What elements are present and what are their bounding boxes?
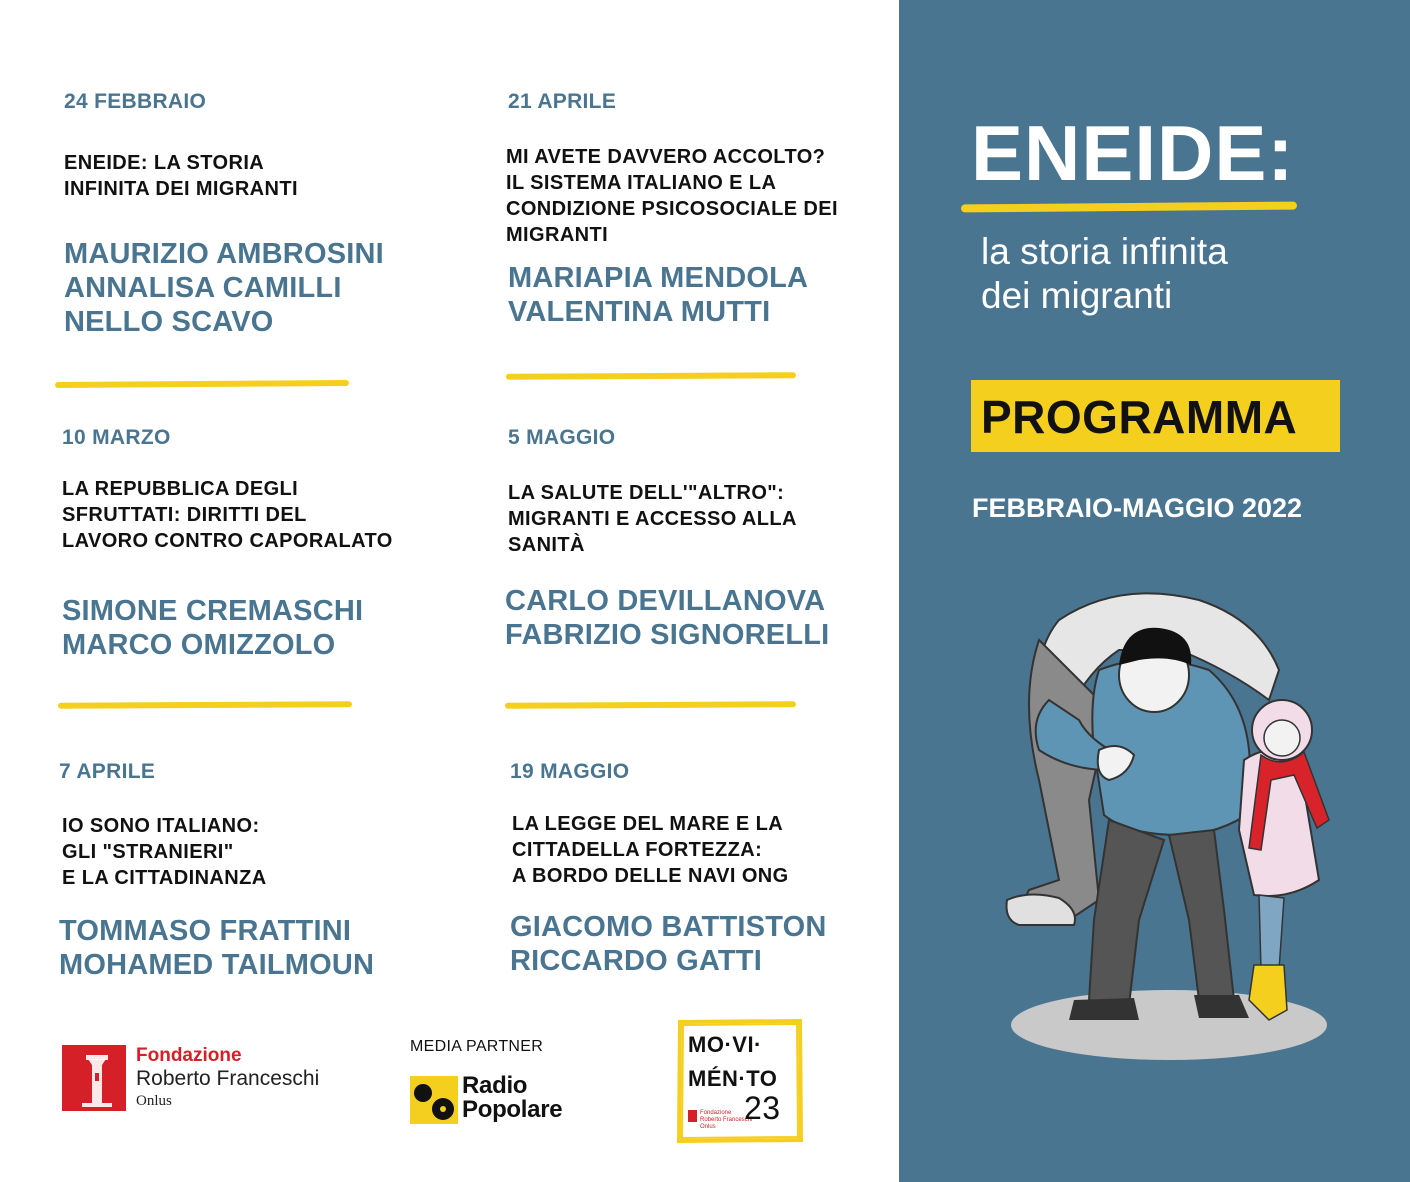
movimento-23-logo bbox=[676, 1018, 804, 1144]
event-title: ENEIDE: LA STORIA INFINITA DEI MIGRANTI bbox=[64, 152, 298, 200]
movimento-number: 23 bbox=[744, 1090, 781, 1126]
event-title: MI AVETE DAVVERO ACCOLTO? IL SISTEMA ITALIANO E LA CONDIZIONE PSICOSOCIALE DEI MIGRANTI bbox=[506, 146, 838, 246]
yellow-divider bbox=[58, 701, 352, 709]
movimento-line2: MÉN·TO bbox=[688, 1066, 778, 1091]
event-speakers: SIMONE CREMASCHI MARCO OMIZZOLO bbox=[62, 595, 364, 661]
event-speakers: TOMMASO FRATTINI MOHAMED TAILMOUN bbox=[59, 915, 375, 981]
tower-icon bbox=[62, 1045, 126, 1111]
yellow-divider bbox=[55, 380, 349, 388]
yellow-underline bbox=[961, 202, 1297, 213]
programma-badge bbox=[971, 380, 1340, 452]
movimento-line1: MO·VI· bbox=[688, 1032, 762, 1057]
event-date: 7 APRILE bbox=[59, 760, 156, 783]
event-date: 24 FEBBRAIO bbox=[64, 90, 207, 113]
hero-subtitle: la storia infinita dei migranti bbox=[981, 231, 1228, 316]
fondazione-franceschi-logo bbox=[62, 1045, 352, 1115]
yellow-divider bbox=[506, 372, 796, 380]
media-partner-label: MEDIA PARTNER bbox=[410, 1038, 544, 1055]
radio-popolare-logo bbox=[410, 1074, 580, 1126]
event-date: 10 MARZO bbox=[62, 426, 171, 449]
hero-title: ENEIDE: bbox=[971, 109, 1295, 197]
event-date: 19 MAGGIO bbox=[510, 760, 630, 783]
event-speakers: MARIAPIA MENDOLA VALENTINA MUTTI bbox=[508, 262, 809, 328]
event-speakers: MAURIZIO AMBROSINI ANNALISA CAMILLI NELLO SCAVO bbox=[64, 238, 384, 338]
fondazione-onlus: Onlus bbox=[136, 1093, 172, 1109]
fondazione-name: Roberto Franceschi bbox=[136, 1067, 320, 1090]
event-date: 5 MAGGIO bbox=[508, 426, 616, 449]
event-date: 21 APRILE bbox=[508, 90, 617, 113]
movimento-small-text: Fondazione Roberto Franceschi Onlus bbox=[700, 1110, 753, 1130]
event-title: IO SONO ITALIANO: GLI "STRANIERI" E LA CITTADINANZA bbox=[62, 815, 267, 889]
period-label: FEBBRAIO-MAGGIO 2022 bbox=[972, 493, 1303, 523]
migrants-illustration bbox=[999, 580, 1369, 1060]
fondazione-label: Fondazione bbox=[136, 1045, 242, 1066]
event-title: LA REPUBBLICA DEGLI SFRUTTATI: DIRITTI DEL LAVORO CONTRO CAPORALATO bbox=[62, 478, 393, 552]
hero-panel bbox=[899, 0, 1410, 1182]
event-title: LA SALUTE DELL'"ALTRO": MIGRANTI E ACCESSO ALLA SANITÀ bbox=[508, 482, 797, 556]
fondazione-mini-icon bbox=[688, 1110, 697, 1122]
yellow-divider bbox=[505, 701, 796, 709]
event-speakers: GIACOMO BATTISTON RICCARDO GATTI bbox=[510, 911, 827, 977]
event-title: LA LEGGE DEL MARE E LA CITTADELLA FORTEZZA: A BORDO DELLE NAVI ONG bbox=[512, 813, 789, 887]
event-speakers: CARLO DEVILLANOVA FABRIZIO SIGNORELLI bbox=[505, 585, 830, 651]
programma-label: PROGRAMMA bbox=[981, 391, 1298, 443]
radio-popolare-name: Radio Popolare bbox=[462, 1072, 563, 1123]
radio-popolare-icon bbox=[410, 1076, 458, 1124]
